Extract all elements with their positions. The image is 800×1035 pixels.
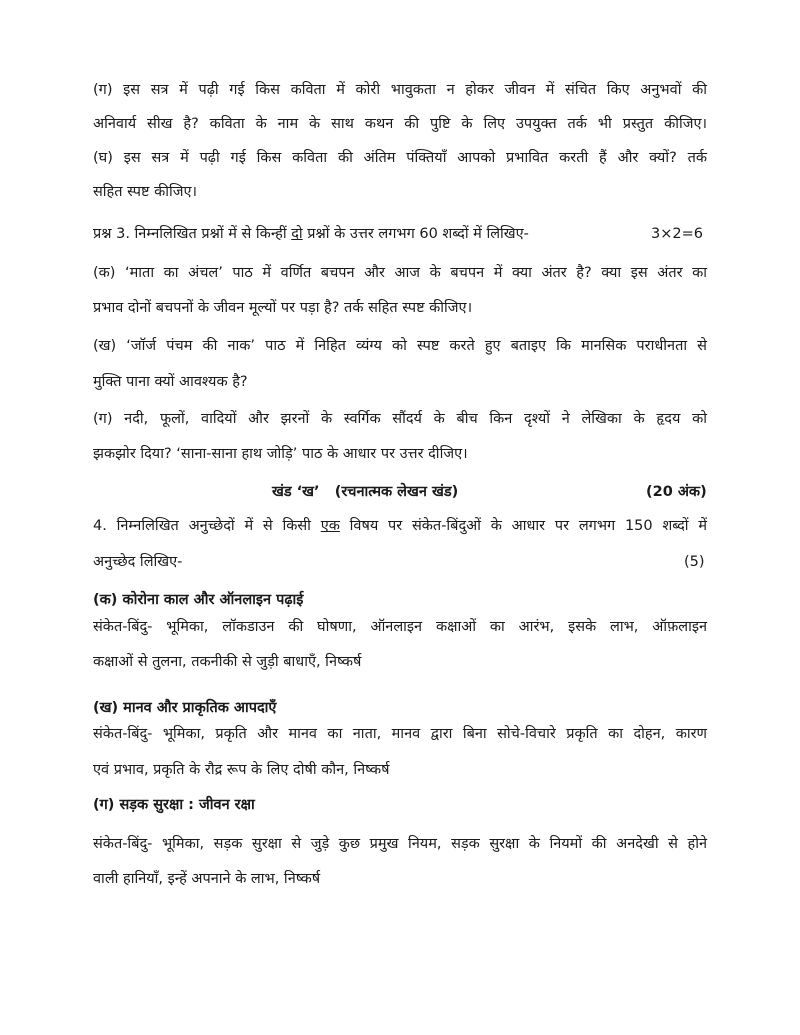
q3-ga-line2: झकझोर दिया? ‘साना-साना हाथ जोड़ि’ पाठ के आधार पर उत्तर दीजिए। [93, 446, 468, 462]
question4-marks: (5) [684, 554, 705, 570]
topic-ka-title: (क) कोरोना काल और ऑनलाइन पढ़ाई [93, 592, 304, 608]
q3-ka-line1: (क) ‘माता का अंचल’ पाठ में वर्णित बचपन और आज के बचपन में क्या अंतर है? क्या इस अंतर का [93, 265, 707, 281]
topic-ga-hint-line1: संकेत-बिंदु- भूमिका, सड़क सुरक्षा से जुड़े कुछ प्रमुख नियम, सड़क सुरक्षा के नियमों की अनदेखी से होने [93, 836, 707, 852]
section-b-heading: खंड ‘ख’ (रचनात्मक लेखन खंड) [272, 484, 459, 500]
q3-ga-line1: (ग) नदी, फूलों, वादियों और झरनों के स्वर्गिक सौंदर्य के बीच किन दृश्यों ने लेखिका के हृदय को [93, 411, 707, 427]
topic-kha-hint-line2: एवं प्रभाव, प्रकृति के रौद्र रूप के लिए दोषी कौन, निष्कर्ष [93, 762, 390, 778]
q2-gha-line1: (घ) इस सत्र में पढ़ी गई किस कविता की अंतिम पंक्तियाँ आपको प्रभावित करती हैं और क्यों? तर्क [93, 150, 707, 166]
question3-instruction [93, 224, 633, 244]
question4-line1 [93, 516, 707, 536]
question4-suffix: विषय पर संकेत-बिंदुओं के आधार पर लगभग 150 शब्दों में [349, 518, 707, 534]
q3-kha-line2: मुक्ति पाना क्यों आवश्यक है? [93, 374, 248, 390]
section-b-marks: (20 अंक) [646, 484, 707, 500]
question3-suffix: प्रश्नों के उत्तर लगभग 60 शब्दों में लिखिए- [307, 226, 529, 242]
topic-kha-hint-line1: संकेत-बिंदु- भूमिका, प्रकृति और मानव का नाता, मानव द्वारा बिना सोचे-विचारे प्रकृति का दोहन, कारण [93, 726, 707, 742]
topic-kha-title: (ख) मानव और प्राकृतिक आपदाएँ [93, 700, 277, 716]
topic-ga-hint-line2: वाली हानियाँ, इन्हें अपनाने के लाभ, निष्कर्ष [93, 871, 321, 887]
question3-marks: 3×2=6 [651, 226, 703, 242]
topic-ga-title: (ग) सड़क सुरक्षा : जीवन रक्षा [93, 797, 255, 813]
question3-prefix: प्रश्न 3. निम्नलिखित प्रश्नों में से किन्हीं [93, 226, 287, 242]
q2-gha-line2: सहित स्पष्ट कीजिए। [93, 184, 198, 200]
q3-ka-line2: प्रभाव दोनों बचपनों के जीवन मूल्यों पर पड़ा है? तर्क सहित स्पष्ट कीजिए। [93, 300, 473, 316]
question4-line2: अनुच्छेद लिखिए- [93, 554, 183, 570]
q3-kha-line1: (ख) ‘जॉर्ज पंचम की नाक’ पाठ में निहित व्यंग्य को स्पष्ट करते हुए बताइए कि मानसिक पराधीनता से [93, 338, 707, 354]
q2-ga-line2: अनिवार्य सीख है? कविता के नाम के साथ कथन की पुष्टि के लिए उपयुक्त तर्क भी प्रस्तुत कीजिए। [93, 116, 707, 132]
q2-ga-line1: (ग) इस सत्र में पढ़ी गई किस कविता में कोरी भावुकता न होकर जीवन में संचित किए अनुभवों की [93, 82, 707, 98]
question3-underlined: दो [291, 226, 303, 242]
topic-ka-hint-line1: संकेत-बिंदु- भूमिका, लॉकडाउन की घोषणा, ऑनलाइन कक्षाओं का आरंभ, इसके लाभ, ऑफ़लाइन [93, 619, 707, 635]
question4-underlined: एक [320, 518, 340, 534]
question4-prefix: 4. निम्नलिखित अनुच्छेदों में से किसी [93, 518, 311, 534]
topic-ka-hint-line2: कक्षाओं से तुलना, तकनीकी से जुड़ी बाधाएँ, निष्कर्ष [93, 654, 362, 670]
